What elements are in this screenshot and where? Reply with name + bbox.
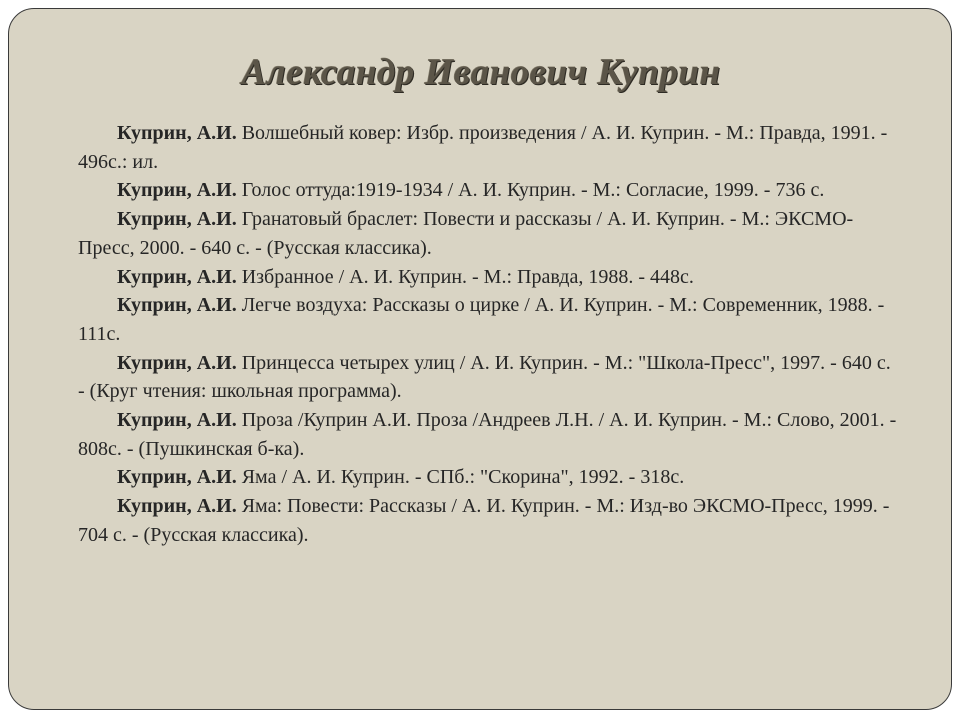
- entry-text: Проза /Куприн А.И. Проза /Андреев Л.Н. / А. И. Куприн. - М.: Слово, 2001. - 808с. - (Пушкинская б-ка).: [78, 409, 897, 460]
- entry-author: Куприн, А.И.: [117, 265, 237, 288]
- entry-author: Куприн, А.И.: [117, 179, 237, 202]
- entry-text: Голос оттуда:1919-1934 / А. И. Куприн. - М.: Согласие, 1999. - 736 с.: [236, 179, 825, 202]
- entry-text: Избранное / А. И. Куприн. - М.: Правда, 1988. - 448с.: [236, 265, 694, 288]
- slide: [8, 8, 952, 710]
- bibliography-entry: [78, 349, 898, 406]
- bibliography-entry: [78, 176, 898, 205]
- entry-author: Куприн, А.И.: [117, 466, 237, 489]
- entry-author: Куприн, А.И.: [117, 409, 237, 432]
- bibliography-entry: [78, 205, 898, 262]
- bibliography-entry: [78, 291, 898, 348]
- bibliography-entry: [78, 406, 898, 463]
- entry-author: Куприн, А.И.: [117, 495, 237, 518]
- entry-text: Яма / А. И. Куприн. - СПб.: "Скорина", 1992. - 318с.: [236, 466, 685, 489]
- entry-author: Куприн, А.И.: [117, 208, 237, 231]
- bibliography-entry: [78, 263, 898, 292]
- entry-author: Куприн, А.И.: [117, 294, 237, 317]
- entry-text: Волшебный ковер: Избр. произведения / А. И. Куприн. - М.: Правда, 1991. - 496с.: ил.: [78, 122, 888, 173]
- bibliography-entry: [78, 463, 898, 492]
- entry-text: Принцесса четырех улиц / А. И. Куприн. - М.: "Школа-Пресс", 1997. - 640 с. - (Круг чтения: школьная программа).: [78, 351, 891, 403]
- entry-author: Куприн, А.И.: [117, 351, 237, 374]
- entry-author: Куприн, А.И.: [117, 122, 237, 144]
- entry-text: Яма: Повести: Рассказы / А. И. Куприн. - М.: Изд-во ЭКСМО-Пресс, 1999. - 704 с. - (Русская классика).: [78, 495, 890, 546]
- bibliography-entry: [78, 492, 898, 549]
- bibliography-entry: [78, 119, 898, 176]
- entry-text: Гранатовый браслет: Повести и рассказы / А. И. Куприн. - М.: ЭКСМО-Пресс, 2000. - 640 с. - (Русская классика).: [78, 208, 854, 259]
- page-title: Александр Иванович Куприн: [241, 52, 721, 93]
- entry-text: Легче воздуха: Рассказы о цирке / А. И. Куприн. - М.: Современник, 1988. - 111с.: [78, 294, 885, 345]
- bibliography-list: [78, 119, 898, 550]
